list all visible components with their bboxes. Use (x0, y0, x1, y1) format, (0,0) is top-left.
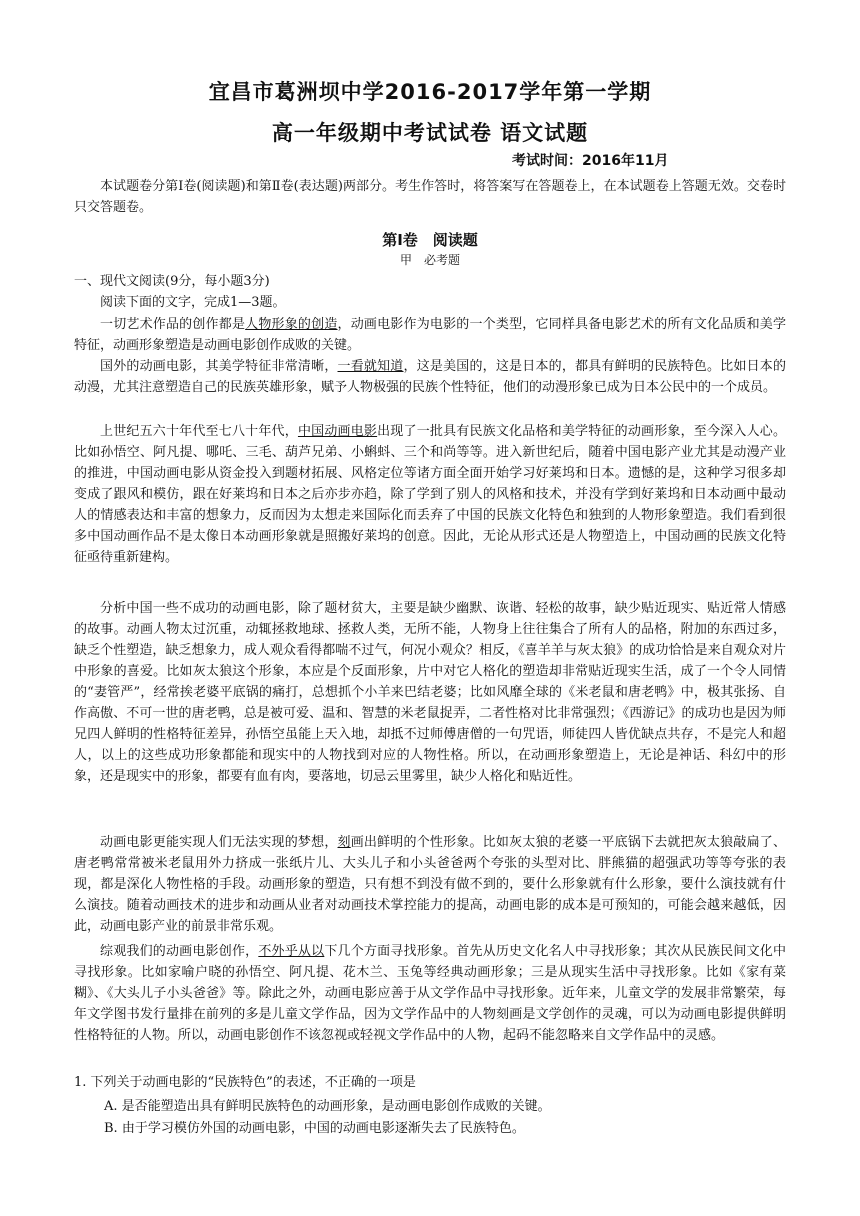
underlined-text: 不外乎从以 (258, 944, 325, 959)
underlined-text: 一看就知道 (337, 359, 404, 374)
page-subtitle: 高一年级期中考试试卷 语文试题 (271, 121, 589, 145)
question-1-option-a: A. 是否能塑造出具有鲜明民族特色的动画形象，是动画电影创作成败的关键。 (104, 1099, 551, 1114)
passage-paragraph-3 (74, 421, 786, 568)
text-run: 动画电影更能实现人们无法实现的梦想， (100, 835, 338, 850)
text-run: ，这是美国的，这是日本的，都具有鲜明的民族特色。比如日本的动漫，尤其注意塑造自己的民族英雄形象，赋予人物极强的民族个性特征，他们的动漫形象已成为日本公民中的一个成员。 (74, 359, 786, 395)
text-run: 综观我们的动画电影创作， (100, 944, 259, 959)
text-run: 一切艺术作品的创作都是 (100, 317, 246, 332)
text-run: 出现了一批具有民族文化品格和美学特征的动画形象，至今深入人心。比如孙悟空、阿凡提、哪吒、三毛、葫芦兄弟、小蝌蚪、三个和尚等等。进入新世纪后，随着中国电影产业尤其是动漫产业的推进，中国动画电影从资金投入到题材拓展、风格定位等诸方面全面开始学习好莱坞和日本。遗憾的是，这种学习很多却变成了跟风和模仿，跟在好莱坞和日本之后亦步亦趋，除了学到了别人的风格和技术，并没有学到好莱坞和日本动画中最动人的情感表达和丰富的想象力，反而因为太想走来国际化而丢弃了中国的民族文化特色和独到的人物形象塑造。我们看到很多中国动画作品不是太像日本动画形象就是照搬好莱坞的创意。因此，无论从形式还是人物塑造上，中国动画的民族文化特征亟待重新建构。 (74, 424, 786, 565)
page-title: 宜昌市葛洲坝中学2016-2017学年第一学期 (208, 80, 652, 104)
passage-paragraph-5 (74, 832, 786, 937)
passage-paragraph-2 (74, 356, 786, 398)
passage-paragraph-1 (74, 314, 786, 356)
underlined-text: 人物形象的创造 (245, 317, 338, 332)
passage-paragraph-6 (74, 941, 786, 1046)
text-run: ，动画电影作为电影的一个类型，它同样具备电影艺术的所有文化品质和美学特征，动画形象塑造是动画电影创作成败的关键。 (74, 317, 786, 353)
text-run: 上世纪五六十年代至七八十年代， (100, 424, 298, 439)
reading-prompt: 阅读下面的文字，完成1—3题。 (100, 295, 286, 310)
section-subtitle: 甲 必考题 (399, 253, 460, 267)
underlined-text: 中国动画电影 (297, 424, 378, 439)
instructions: 本试题卷分第Ⅰ卷(阅读题)和第Ⅱ卷(表达题)两部分。考生作答时，将答案写在答题卷上，在本试题卷上答题无效。交卷时只交答题卷。 (74, 179, 786, 215)
passage-paragraph-4: 分析中国一些不成功的动画电影，除了题材贫大，主要是缺少幽默、诙谐、轻松的故事，缺少贴近现实、贴近常人情感的故事。动画人物太过沉重，动辄拯救地球、拯救人类，无所不能，人物身上往往集合了所有人的品格，附加的东西过多，缺乏个性塑造，缺乏想象力，成人观众看得都喘不过气，何况小观众？相反，《喜羊羊与灰太狼》的成功恰恰是来自观众对片中形象的喜爱。比如灰太狼这个形象，本应是个反面形象，片中对它人格化的塑造却非常贴近现实生活，成了一个令人同情的“妻管严”，经常挨老婆平底锅的痛打，总想抓个小羊来巴结老婆；比如风靡全球的《米老鼠和唐老鸭》中，极其张扬、自作高傲、不可一世的唐老鸭，总是被可爱、温和、智慧的米老鼠捉弄，二者性格对比非常强烈；《西游记》的成功也是因为师兄四人鲜明的性格特征差异，孙悟空虽能上天入地，却抵不过师傅唐僧的一句咒语，师徒四人皆优缺点共存，不是完人和超人，以上的这些成功形象都能和现实中的人物找到对应的人物性格。所以，在动画形象塑造上，无论是神话、科幻中的形象，还是现实中的形象，都要有血有肉，要落地，切忌云里雾里，缺少人格化和贴近性。 (74, 601, 786, 784)
part1-heading: 一、现代文阅读(9分，每小题3分) (74, 274, 270, 289)
text-run: 国外的动画电影，其美学特征非常清晰， (100, 359, 338, 374)
underlined-text: 刻 (337, 835, 351, 850)
text-run: 下几个方面寻找形象。首先从历史文化名人中寻找形象；其次从民族民间文化中寻找形象。比如家喻户晓的孙悟空、阿凡提、花木兰、玉兔等经典动画形象；三是从现实生活中寻找形象。比如《家有菜糊》、《大头儿子小头爸爸》等。除此之外，动画电影应善于从文学作品中寻找形象。近年来，儿童文学的发展非常繁荣，每年文学图书发行量排在前列的多是儿童文学作品，因为文学作品中的人物刻画是文学创作的灵魂，可以为动画电影提供鲜明性格特征的人物。所以，动画电影创作不该忽视或轻视文学作品中的人物，起码不能忽略来自文学作品中的灵感。 (74, 944, 786, 1043)
text-run: 画出鲜明的个性形象。比如灰太狼的老婆一平底锅下去就把灰太狼敲扁了、唐老鸭常常被米老鼠用外力挤成一张纸片儿、大头儿子和小头爸爸两个夸张的头型对比、胖熊猫的超强武功等等夸张的表现，都是深化人物性格的手段。动画形象的塑造，只有想不到没有做不到的，要什么形象就有什么形象，要什么演技就有什么演技。随着动画技术的进步和动画从业者对动画技术掌控能力的提高，动画电影的成本是可预知的，可能会越来越低，因此，动画电影产业的前景非常乐观。 (74, 835, 786, 934)
question-1-stem: 1. 下列关于动画电影的“民族特色”的表述，不正确的一项是 (74, 1075, 416, 1090)
question-1-option-b: B. 由于学习模仿外国的动画电影，中国的动画电影逐渐失去了民族特色。 (104, 1121, 525, 1136)
section-title: 第Ⅰ卷 阅读题 (382, 231, 478, 249)
exam-time: 考试时间：2016年11月 (512, 153, 669, 169)
